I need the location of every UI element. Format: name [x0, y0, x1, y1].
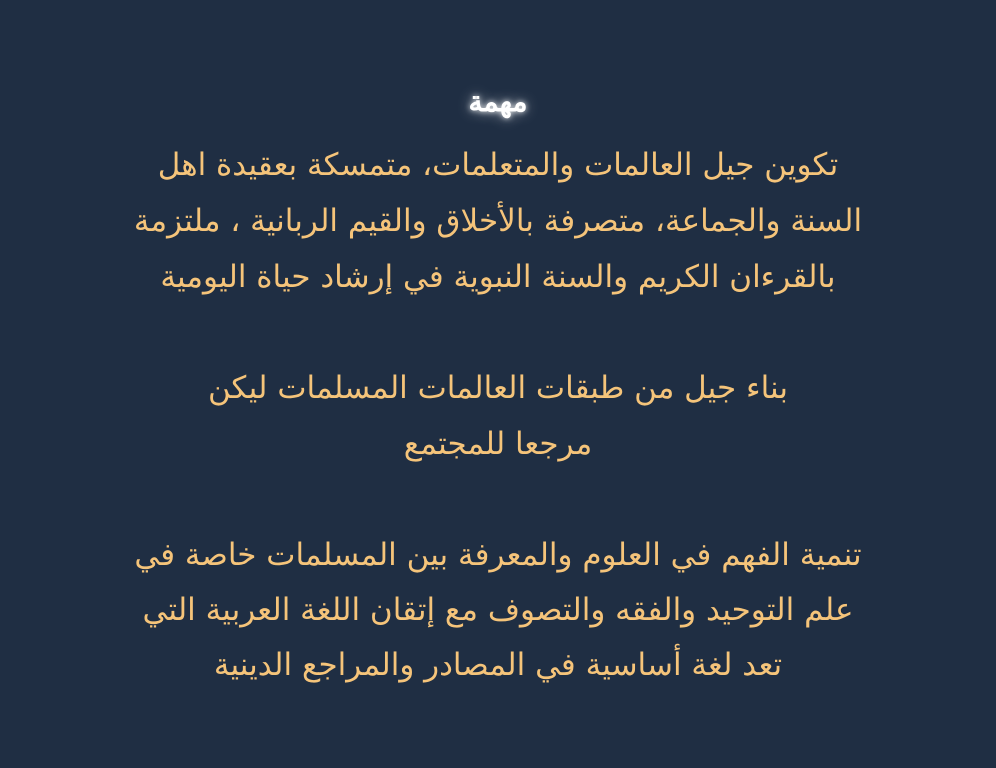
paragraph-3-line-3: تعد لغة أساسية في المصادر والمراجع الدينية	[213, 647, 783, 683]
paragraph-1-line-1: تكوين جيل العالمات والمتعلمات، متمسكة بعقيدة اهل	[157, 147, 839, 183]
paragraph-3-line-2: علم التوحيد والفقه والتصوف مع إتقان اللغة العربية التي	[142, 592, 854, 628]
paragraph-2-line-1: بناء جيل من طبقات العالمات المسلمات ليكن	[207, 370, 789, 406]
paragraph-2-line-2: مرجعا للمجتمع	[403, 426, 593, 462]
paragraph-1-line-2: السنة والجماعة، متصرفة بالأخلاق والقيم الربانية ، ملتزمة	[133, 203, 863, 239]
paragraph-3-line-1: تنمية الفهم في العلوم والمعرفة بين المسلمات خاصة في	[134, 537, 862, 573]
slide-title: مهمة	[468, 85, 528, 118]
paragraph-1-line-3: بالقرءان الكريم والسنة النبوية في إرشاد حياة اليومية	[160, 259, 836, 295]
